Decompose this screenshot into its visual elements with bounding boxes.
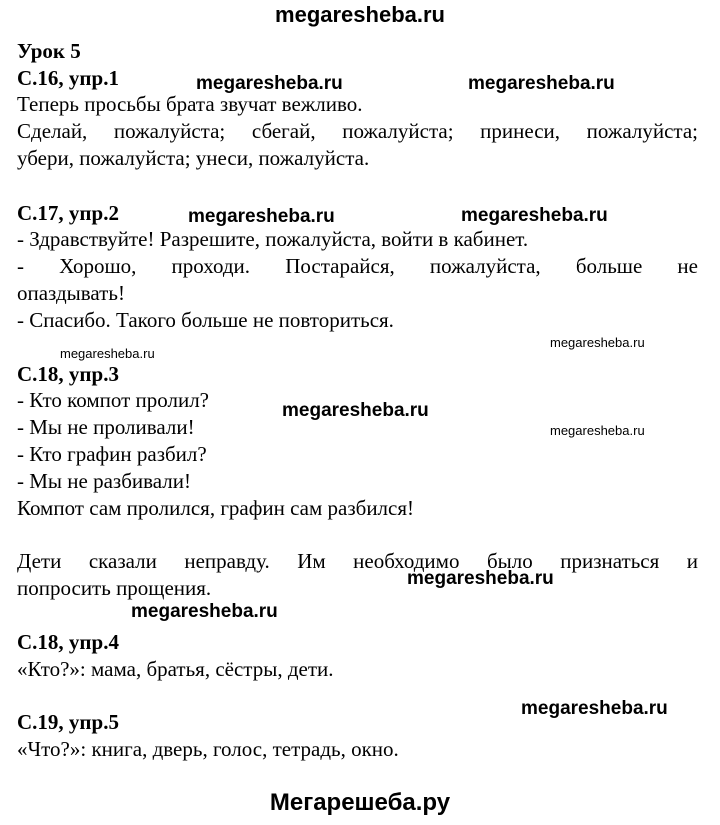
watermark: megaresheba.ru	[188, 206, 335, 227]
exercise-1-line-2: Сделай, пожалуйста; сбегай, пожалуйста; принеси, пожалуйста;	[17, 119, 698, 143]
exercise-3-heading: С.18, упр.3	[17, 362, 119, 386]
lesson-title: Урок 5	[17, 39, 81, 63]
site-header: megaresheba.ru	[275, 2, 445, 27]
exercise-3-answer-line-1: Дети сказали неправду. Им необходимо было признаться и	[17, 549, 698, 573]
exercise-1-line-3: убери, пожалуйста; унеси, пожалуйста.	[17, 146, 370, 170]
exercise-2-heading: С.17, упр.2	[17, 201, 119, 225]
watermark-small: megaresheba.ru	[60, 346, 155, 361]
exercise-2-line-4: - Спасибо. Такого больше не повториться.	[17, 308, 394, 332]
watermark: megaresheba.ru	[196, 73, 343, 94]
exercise-2-line-2: - Хорошо, проходи. Постарайся, пожалуйста, больше не	[17, 254, 698, 278]
watermark-small: megaresheba.ru	[550, 423, 645, 438]
exercise-5-line: «Что?»: книга, дверь, голос, тетрадь, окно.	[17, 737, 399, 761]
watermark: megaresheba.ru	[468, 73, 615, 94]
exercise-3-answer-line-2: попросить прощения.	[17, 576, 212, 600]
exercise-3-line-3: - Кто графин разбил?	[17, 442, 207, 466]
exercise-1-line-1: Теперь просьбы брата звучат вежливо.	[17, 92, 363, 116]
watermark: megaresheba.ru	[461, 205, 608, 226]
exercise-3-line-2: - Мы не проливали!	[17, 415, 195, 439]
exercise-1-heading: С.16, упр.1	[17, 66, 119, 90]
site-footer: Мегарешеба.ру	[269, 789, 451, 816]
exercise-3-line-5: Компот сам пролился, графин сам разбился!	[17, 496, 415, 520]
watermark: megaresheba.ru	[521, 698, 668, 719]
exercise-4-line: «Кто?»: мама, братья, сёстры, дети.	[17, 657, 334, 681]
exercise-5-heading: С.19, упр.5	[17, 710, 119, 734]
watermark: megaresheba.ru	[407, 568, 554, 589]
watermark: megaresheba.ru	[131, 601, 278, 622]
watermark: megaresheba.ru	[282, 400, 429, 421]
exercise-4-heading: С.18, упр.4	[17, 630, 119, 654]
watermark-small: megaresheba.ru	[550, 335, 645, 350]
exercise-3-line-4: - Мы не разбивали!	[17, 469, 191, 493]
exercise-2-line-1: - Здравствуйте! Разрешите, пожалуйста, войти в кабинет.	[17, 227, 529, 251]
exercise-2-line-3: опаздывать!	[17, 281, 125, 305]
exercise-3-line-1: - Кто компот пролил?	[17, 388, 209, 412]
